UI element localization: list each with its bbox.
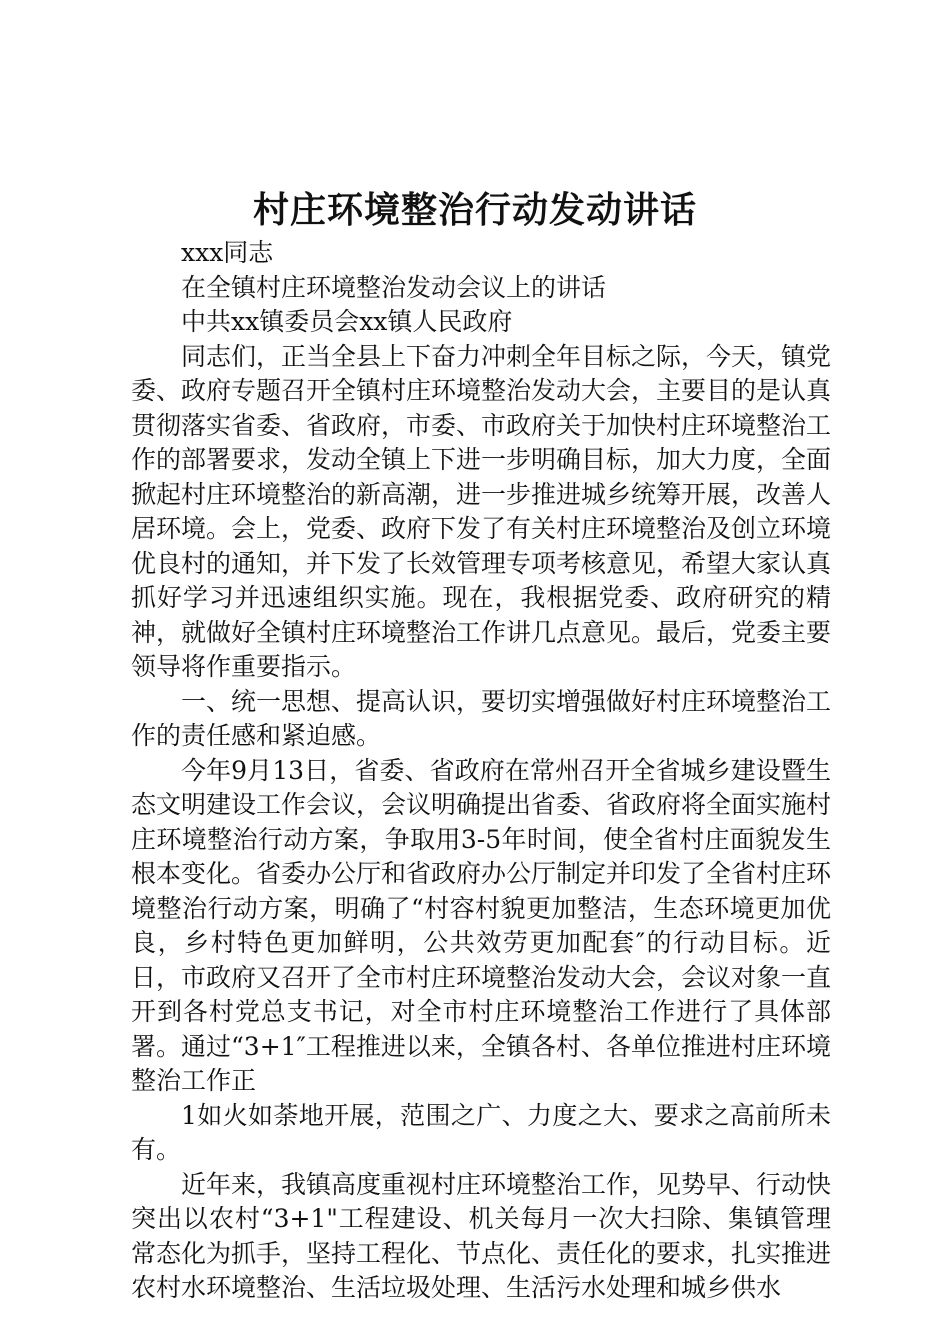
- paragraph-continuation: 1如火如荼地开展，范围之广、力度之大、要求之高前所未有。: [131, 1100, 831, 1164]
- document-body: [131, 236, 831, 1306]
- document-title: 村庄环境整治行动发动讲话: [252, 189, 697, 231]
- speaker-line: xxx同志: [181, 238, 274, 267]
- paragraph-opening: 同志们，正当全县上下奋力冲刺全年目标之际，今天，镇党委、政府专题召开全镇村庄环境整治发动大会，主要目的是认真贯彻落实省委、省政府，市委、市政府关于加快村庄环境整治工作的部署要求，发动全镇上下进一步明确目标，加大力度，全面掀起村庄环境整治的新高潮，进一步推进城乡统筹开展，改善人居环境。会上，党委、政府下发了有关村庄环境整治及创立环境优良村的通知，并下发了长效管理专项考核意见，希望大家认真抓好学习并迅速组织实施。现在，我根据党委、政府研究的精神，就做好全镇村庄环境整治工作讲几点意见。最后，党委主要领导将作重要指示。: [131, 341, 832, 681]
- paragraph-background: 今年9月13日，省委、省政府在常州召开全省城乡建设暨生态文明建设工作会议，会议明确提出省委、省政府将全面实施村庄环境整治行动方案，争取用3-5年时间，使全省村庄面貌发生根本变化。省委办公厅和省政府办公厅制定并印发了全省村庄环境整治行动方案，明确了“村容村貌更加整洁，生态环境更加优良，乡村特色更加鲜明，公共效劳更加配套″的行动目标。近日，市政府又召开了全市村庄环境整治发动大会，会议对象一直开到各村党总支书记，对全市村庄环境整治工作进行了具体部署。通过“3+1″工程推进以来，全镇各村、各单位推进村庄环境整治工作正: [131, 755, 832, 1095]
- subtitle-line: 在全镇村庄环境整治发动会议上的讲话: [181, 272, 607, 302]
- paragraph-recent-years: 近年来，我镇高度重视村庄环境整治工作，见势早、行动快突出以农村“3+1"工程建设、机关每月一次大扫除、集镇管理常态化为抓手，坚持工程化、节点化、责任化的要求，扎实推进农村水环境整治、生活垃圾处理、生活污水处理和城乡供水: [131, 1169, 832, 1302]
- section-heading-1: 一、统一思想、提高认识，要切实增强做好村庄环境整治工作的责任感和紧迫感。: [131, 686, 832, 750]
- issuer-line: 中共xx镇委员会xx镇人民政府: [181, 307, 513, 336]
